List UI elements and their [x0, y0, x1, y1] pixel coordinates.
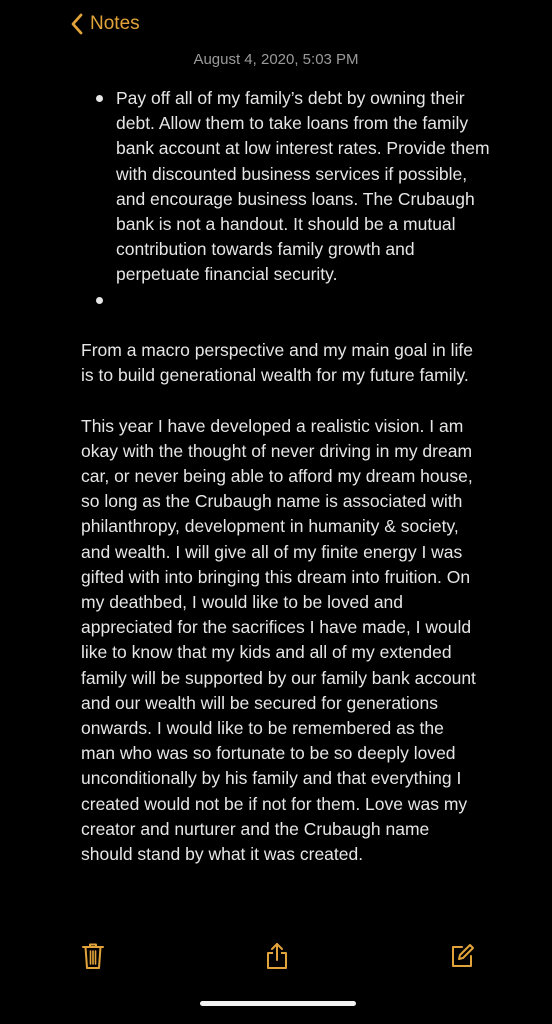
bullet-dot [96, 95, 103, 102]
share-button[interactable] [262, 940, 292, 972]
bullet-dot [96, 297, 103, 304]
bullet-text: Pay off all of my family’s debt by owning their debt. Allow them to take loans from the family bank account at low interest rates. Provide them with discounted business services if possible, and encourage business loans. The Crubaugh bank is not a handout. It should be a mutual contribution towards family growth and perpetuate financial security. [116, 88, 490, 285]
compose-button[interactable] [447, 940, 477, 972]
home-indicator[interactable] [200, 1001, 356, 1006]
bullet-item-empty[interactable] [96, 288, 496, 313]
note-paragraph: From a macro perspective and my main goal in life is to build generational wealth for my future family. [81, 340, 473, 386]
compose-icon [449, 943, 475, 969]
trash-icon [81, 942, 105, 970]
share-icon [265, 942, 289, 970]
note-body[interactable] [81, 338, 481, 867]
delete-button[interactable] [78, 940, 108, 972]
bullet-item[interactable] [96, 86, 496, 288]
note-bullet-list [96, 86, 496, 313]
note-paragraph: This year I have developed a realistic vision. I am okay with the thought of never driving in my dream car, or never being able to afford my dream house, so long as the Crubaugh name is associated with philanthropy, development in humanity & society, and wealth. I will give all of my finite energy I was gifted with into bringing this dream into fruition. On my deathbed, I would like to be loved and appreciated for the sacrifices I have made, I would like to know that my kids and all of my extended family will be supported by our family bank account and our wealth will be secured for generations onwards. I would like to be remembered as the man who was so fortunate to be so deeply loved unconditionally by his family and that everything I created would not be if not for them. Love was my creator and nurturer and the Crubaugh name should stand by what it was created. [81, 415, 476, 865]
back-button[interactable] [70, 8, 140, 40]
note-timestamp: August 4, 2020, 5:03 PM [193, 51, 359, 68]
back-button-label: Notes [90, 13, 140, 34]
chevron-left-icon [70, 13, 84, 35]
